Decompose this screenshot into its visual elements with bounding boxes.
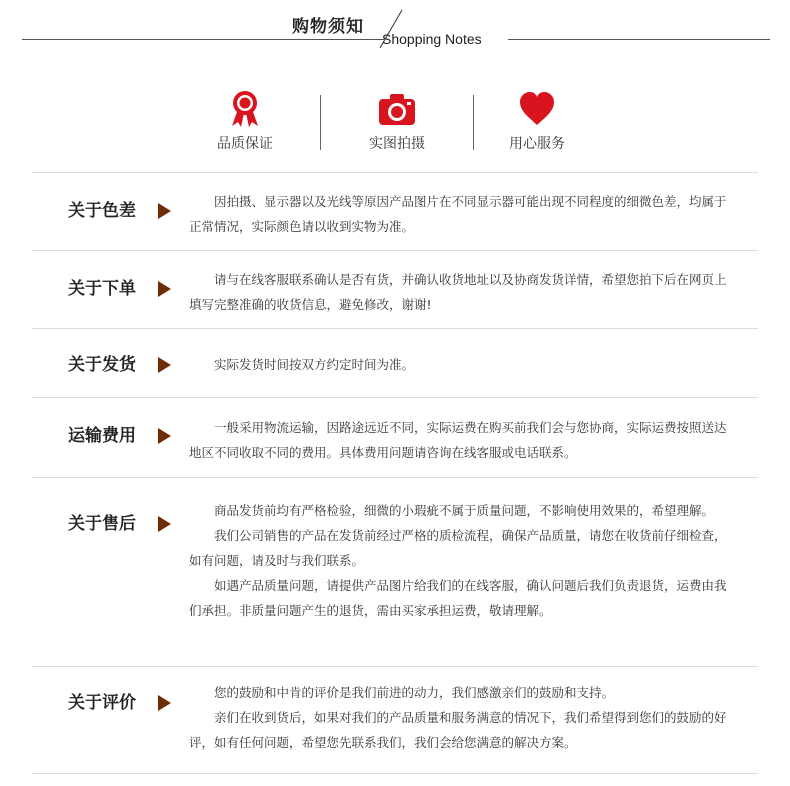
caret-right-icon xyxy=(158,695,171,711)
section-paragraph: 一般采用物流运输，因路途远近不同，实际运费在购买前我们会与您协商，实际运费按照送达地区不同收取不同的费用。具体费用问题请咨询在线客服或电话联系。 xyxy=(189,420,727,460)
section-paragraph: 亲们在收到货后，如果对我们的产品质量和服务满意的情况下，我们希望得到您们的鼓励的好评，如有任何问题，希望您先联系我们，我们会给您满意的解决方案。 xyxy=(189,710,727,750)
page-subtitle: Shopping Notes xyxy=(382,31,482,47)
caret-right-icon xyxy=(158,357,171,373)
section-title-ordering: 关于下单 xyxy=(68,279,136,299)
section-title-color-difference: 关于色差 xyxy=(68,201,136,221)
section-body-freight xyxy=(189,415,738,465)
section-paragraph: 因拍摄、显示器以及光线等原因产品图片在不同显示器可能出现不同程度的细微色差，均属于正常情况，实际颜色请以收到实物为准。 xyxy=(189,194,727,234)
camera-icon xyxy=(377,89,417,129)
section-title-shipping: 关于发货 xyxy=(68,355,136,375)
section-paragraph: 请与在线客服联系确认是否有货，并确认收货地址以及协商发货详情，希望您拍下后在网页上填写完整准确的收货信息，避免修改，谢谢! xyxy=(189,272,727,312)
caret-right-icon xyxy=(158,516,171,532)
section-body-ordering xyxy=(189,267,738,317)
section-divider xyxy=(32,773,758,774)
feature-label: 品质保证 xyxy=(217,136,273,152)
section-title-after-sales: 关于售后 xyxy=(68,514,136,534)
feature-label: 用心服务 xyxy=(509,136,565,152)
feature-separator xyxy=(473,95,474,150)
section-title-reviews: 关于评价 xyxy=(68,693,136,713)
section-title-freight: 运输费用 xyxy=(68,426,136,446)
feature-quality xyxy=(185,89,305,153)
award-ribbon-icon xyxy=(225,89,265,129)
section-paragraph: 如遇产品质量问题，请提供产品图片给我们的在线客服，确认问题后我们负责退货，运费由我们承担。非质量问题产生的退货，需由买家承担运费，敬请理解。 xyxy=(189,578,727,618)
caret-right-icon xyxy=(158,203,171,219)
section-body-reviews xyxy=(189,680,738,755)
section-paragraph: 实际发货时间按双方约定时间为准。 xyxy=(189,357,415,372)
caret-right-icon xyxy=(158,428,171,444)
section-divider xyxy=(32,397,758,398)
caret-right-icon xyxy=(158,281,171,297)
feature-separator xyxy=(320,95,321,150)
heart-icon xyxy=(517,89,557,129)
feature-service xyxy=(477,89,597,153)
section-divider xyxy=(32,172,758,173)
section-body-color-difference xyxy=(189,189,738,239)
section-body-shipping xyxy=(189,352,738,377)
page-title: 购物须知 xyxy=(292,17,364,37)
section-body-after-sales xyxy=(189,498,738,623)
header-rule-right xyxy=(508,39,770,40)
section-paragraph: 您的鼓励和中肯的评价是我们前进的动力，我们感激亲们的鼓励和支持。 xyxy=(189,685,615,700)
section-divider xyxy=(32,666,758,667)
section-divider xyxy=(32,477,758,478)
section-divider xyxy=(32,250,758,251)
feature-real-photos xyxy=(337,89,457,153)
section-divider xyxy=(32,328,758,329)
section-paragraph: 商品发货前均有严格检验，细微的小瑕疵不属于质量问题，不影响使用效果的，希望理解。 xyxy=(189,503,715,518)
header-rule-left xyxy=(22,39,384,40)
section-paragraph: 我们公司销售的产品在发货前经过严格的质检流程，确保产品质量，请您在收货前仔细检查，如有问题，请及时与我们联系。 xyxy=(189,528,727,568)
feature-label: 实图拍摄 xyxy=(369,136,425,152)
